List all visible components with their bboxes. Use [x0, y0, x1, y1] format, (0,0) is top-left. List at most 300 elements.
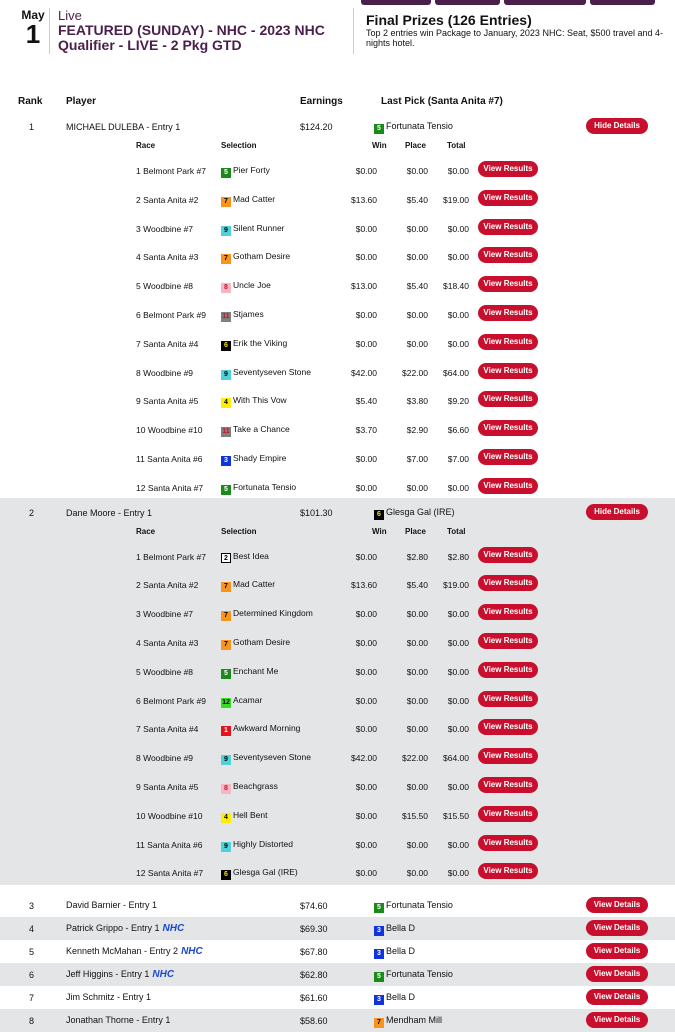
selection: [221, 194, 275, 207]
rank: 1: [29, 122, 35, 132]
place-amount: $0.00: [406, 482, 428, 493]
event-day: 1: [25, 19, 41, 49]
view-results-button[interactable]: View Results: [478, 633, 538, 649]
race-name: 6 Belmont Park #9: [136, 310, 206, 320]
selection-horse: Fortunata Tensio: [233, 481, 297, 492]
selection: [221, 695, 262, 708]
view-details-button[interactable]: View Details: [586, 943, 648, 959]
race-row: [0, 357, 675, 385]
race-name: 2 Santa Anita #2: [136, 194, 199, 205]
player-name: Jeff Higgins - Entry 1: [66, 969, 150, 979]
divider: [49, 8, 50, 54]
win-amount: $0.00: [355, 551, 377, 562]
view-details-button[interactable]: View Details: [586, 966, 648, 982]
selection-horse: Best Idea: [233, 550, 269, 561]
place-amount: $3.80: [406, 396, 428, 407]
total-amount: $2.80: [447, 551, 469, 562]
last-pick-horse: Fortunata Tensio: [386, 121, 453, 131]
race-name: 6 Belmont Park #9: [136, 695, 206, 706]
earnings: $67.80: [300, 947, 328, 957]
selection-horse: Silent Runner: [233, 222, 285, 233]
view-results-button[interactable]: View Results: [478, 835, 538, 851]
player: [66, 1015, 170, 1025]
player-row: [0, 963, 675, 986]
earnings: $74.60: [300, 901, 328, 911]
view-details-button[interactable]: View Details: [586, 897, 648, 913]
player-name: Jim Schmitz - Entry 1: [66, 992, 152, 1002]
post-number-badge: 5: [221, 669, 231, 679]
total-amount: $0.00: [447, 695, 469, 706]
view-results-button[interactable]: View Results: [478, 420, 538, 436]
last-pick: [374, 507, 455, 520]
view-results-button[interactable]: View Results: [478, 748, 538, 764]
rank: 2: [29, 507, 35, 518]
selection: [221, 309, 264, 322]
race-name: 7 Santa Anita #4: [136, 724, 199, 735]
post-number-badge: 9: [221, 370, 231, 380]
post-number-badge: 11: [222, 313, 230, 320]
post-number-badge: 4: [221, 813, 231, 823]
race-row: [0, 472, 675, 500]
selection-horse: Mad Catter: [233, 579, 276, 590]
last-pick: [374, 969, 453, 982]
win-amount: $13.00: [351, 281, 377, 292]
race-name: 5 Woodbine #8: [136, 281, 194, 292]
post-number-badge: 6: [221, 870, 231, 880]
race-row: [0, 800, 675, 828]
view-results-button[interactable]: View Results: [478, 719, 538, 735]
total-amount: $9.20: [447, 396, 469, 407]
total-amount: $19.00: [443, 194, 469, 205]
selection-horse: Stjames: [233, 309, 264, 319]
tab-1[interactable]: [361, 0, 431, 5]
race-name: 7 Santa Anita #4: [136, 338, 199, 349]
tab-2[interactable]: [435, 0, 500, 5]
view-results-button[interactable]: View Results: [478, 363, 538, 379]
selection: [221, 165, 270, 178]
hide-details-button[interactable]: Hide Details: [586, 118, 648, 134]
selection: [221, 579, 275, 592]
col-last-pick: Last Pick (Santa Anita #7): [381, 96, 503, 107]
race-row: [0, 829, 675, 857]
post-number-badge: 6: [374, 510, 384, 520]
total-amount: $0.00: [447, 310, 469, 320]
post-number-badge: 2: [221, 553, 231, 563]
selection: [221, 251, 290, 264]
selection-horse: Gotham Desire: [233, 251, 291, 262]
event-month: May: [21, 8, 45, 22]
selection: [221, 367, 311, 380]
selection: [221, 424, 290, 437]
post-number-badge: 3: [374, 995, 384, 1005]
total-amount: $19.00: [443, 580, 469, 591]
race-row: [0, 414, 675, 442]
place-amount: $0.00: [406, 782, 428, 792]
place-amount: $0.00: [406, 724, 428, 735]
last-pick: [374, 121, 453, 134]
selection: [221, 608, 313, 621]
race-row: [0, 742, 675, 770]
place-amount: $0.00: [406, 638, 428, 648]
place-amount: $22.00: [402, 753, 428, 764]
selection: [221, 637, 290, 650]
col-player: Player: [66, 96, 97, 107]
post-number-badge: 6: [221, 341, 231, 351]
event-status: Live: [58, 8, 82, 23]
rank: 8: [29, 1016, 35, 1026]
total-amount: $0.00: [447, 252, 469, 263]
place-amount: $2.80: [406, 551, 428, 562]
last-pick-horse: Bella D: [386, 992, 416, 1002]
race-row: [0, 598, 675, 626]
place-amount: $0.00: [406, 609, 428, 620]
event-header: [0, 6, 675, 66]
race-row: [0, 656, 675, 684]
post-number-badge: 9: [221, 226, 231, 236]
total-amount: $6.60: [447, 425, 469, 436]
player: [66, 992, 151, 1002]
win-amount: $0.00: [355, 223, 377, 234]
race-row: [0, 443, 675, 471]
view-results-button[interactable]: View Results: [478, 334, 538, 350]
selection-horse: Seventyseven Stone: [233, 366, 311, 377]
selection-horse: Seventyseven Stone: [233, 752, 311, 763]
selection-horse: Awkward Morning: [233, 723, 301, 734]
race-row: [0, 155, 675, 183]
race-name: 9 Santa Anita #5: [136, 396, 199, 407]
win-amount: $42.00: [351, 753, 377, 764]
win-amount: $0.00: [355, 868, 377, 879]
race-name: 3 Woodbine #7: [136, 609, 194, 620]
view-results-button[interactable]: View Results: [478, 691, 538, 707]
total-amount: $0.00: [447, 482, 469, 493]
selection-horse: Beachgrass: [233, 781, 278, 791]
selection-horse: Enchant Me: [233, 665, 279, 676]
view-results-button[interactable]: View Results: [478, 276, 538, 292]
place-amount: $2.90: [406, 425, 428, 436]
col-selection: Selection: [221, 141, 257, 150]
total-amount: $0.00: [447, 724, 469, 735]
post-number-badge: 8: [221, 283, 231, 293]
view-details-button[interactable]: View Details: [586, 1012, 648, 1028]
selection: [221, 280, 271, 293]
col-race: Race: [136, 141, 156, 150]
place-amount: $0.00: [406, 338, 428, 349]
race-name: 4 Santa Anita #3: [136, 252, 199, 263]
race-name: 10 Woodbine #10: [136, 425, 203, 436]
race-subheader: [0, 527, 675, 541]
total-amount: $64.00: [443, 367, 469, 378]
place-amount: $0.00: [406, 252, 428, 263]
selection-horse: Uncle Joe: [233, 280, 271, 291]
post-number-badge: 5: [374, 903, 384, 913]
place-amount: $0.00: [406, 839, 428, 850]
divider: [353, 8, 354, 54]
col-race: Race: [136, 526, 156, 536]
win-amount: $0.00: [355, 839, 377, 850]
post-number-badge: 8: [221, 784, 231, 794]
win-amount: $0.00: [355, 695, 377, 706]
post-number-badge: 1: [221, 726, 231, 736]
earnings: $62.80: [300, 970, 328, 980]
player-row: [0, 894, 675, 917]
view-results-button[interactable]: View Results: [478, 547, 538, 563]
place-amount: $22.00: [402, 367, 428, 378]
race-row: [0, 328, 675, 356]
win-amount: $0.00: [355, 609, 377, 620]
selection-horse: With This Vow: [233, 395, 287, 406]
nhc-badge: NHC: [181, 946, 203, 957]
total-amount: $0.00: [447, 166, 469, 176]
player: [66, 923, 184, 934]
post-number-badge: 7: [221, 582, 231, 592]
win-amount: $0.00: [355, 482, 377, 493]
race-row: [0, 771, 675, 799]
race-name: 8 Woodbine #9: [136, 753, 194, 764]
place-amount: $5.40: [406, 281, 428, 292]
player-name: Dane Moore - Entry 1: [66, 507, 153, 518]
view-results-button[interactable]: View Results: [478, 391, 538, 407]
place-amount: $15.50: [402, 810, 428, 821]
last-pick-horse: Fortunata Tensio: [386, 969, 453, 979]
post-number-badge: 7: [221, 254, 231, 264]
post-number-badge: 12: [222, 698, 230, 706]
total-amount: $0.00: [447, 782, 469, 792]
last-pick: [374, 923, 415, 936]
earnings: $61.60: [300, 993, 328, 1003]
selection-horse: Highly Distorted: [233, 838, 293, 849]
col-rank: Rank: [18, 96, 43, 107]
race-row: [0, 857, 675, 885]
view-results-button[interactable]: View Results: [478, 305, 538, 321]
race-name: 12 Santa Anita #7: [136, 868, 204, 879]
post-number-badge: 3: [221, 456, 231, 466]
total-amount: $0.00: [447, 638, 469, 648]
prizes-info: [366, 12, 666, 48]
view-results-button[interactable]: View Results: [478, 449, 538, 465]
selection: [221, 666, 278, 679]
race-name: 11 Santa Anita #6: [136, 454, 203, 464]
win-amount: $0.00: [355, 310, 377, 320]
selection: [221, 752, 311, 765]
selection: [221, 551, 269, 563]
last-pick-horse: Glesga Gal (IRE): [386, 506, 455, 517]
col-place: Place: [405, 141, 426, 150]
race-name: 9 Santa Anita #5: [136, 782, 199, 792]
post-number-badge: 4: [221, 398, 231, 408]
race-row: [0, 627, 675, 655]
selection: [221, 723, 300, 736]
place-amount: $0.00: [406, 695, 428, 706]
race-name: 1 Belmont Park #7: [136, 166, 206, 176]
view-results-button[interactable]: View Results: [478, 777, 538, 793]
total-amount: $0.00: [447, 666, 469, 677]
place-amount: $0.00: [406, 868, 428, 879]
post-number-badge: 3: [374, 926, 384, 936]
place-amount: $7.00: [406, 454, 428, 464]
win-amount: $0.00: [355, 638, 377, 648]
event-title: FEATURED (SUNDAY) - NHC - 2023 NHC Qualifier - LIVE - 2 Pkg GTD: [58, 22, 325, 53]
event-date: [18, 8, 48, 49]
view-results-button[interactable]: View Results: [478, 575, 538, 591]
win-amount: $5.40: [355, 396, 377, 407]
col-earnings: Earnings: [300, 96, 343, 107]
selection: [221, 839, 293, 852]
view-results-button[interactable]: View Results: [478, 806, 538, 822]
tab-4[interactable]: [590, 0, 655, 5]
selection-horse: Erik the Viking: [233, 337, 288, 348]
post-number-badge: 7: [221, 197, 231, 207]
post-number-badge: 5: [221, 168, 231, 178]
view-results-button[interactable]: View Results: [478, 247, 538, 263]
view-details-button[interactable]: View Details: [586, 920, 648, 936]
rank: 4: [29, 924, 35, 934]
post-number-badge: 7: [374, 1018, 384, 1028]
win-amount: $13.60: [351, 580, 377, 591]
race-row: [0, 385, 675, 413]
view-results-button[interactable]: View Results: [478, 161, 538, 177]
player-name: Kenneth McMahan - Entry 2: [66, 946, 179, 956]
selection-horse: Take a Chance: [233, 424, 290, 435]
total-amount: $0.00: [447, 868, 469, 879]
win-amount: $13.60: [351, 194, 377, 205]
view-results-button[interactable]: View Results: [478, 604, 538, 620]
race-name: 3 Woodbine #7: [136, 223, 194, 234]
race-name: 1 Belmont Park #7: [136, 551, 206, 562]
selection-horse: Mad Catter: [233, 193, 276, 204]
place-amount: $5.40: [406, 580, 428, 591]
race-row: [0, 241, 675, 269]
win-amount: $0.00: [355, 782, 377, 792]
top-tab-bar: [361, 0, 655, 5]
selection: [221, 395, 287, 408]
total-amount: $7.00: [447, 454, 469, 464]
post-number-badge: 5: [221, 485, 231, 495]
col-place: Place: [405, 526, 426, 536]
rank: 5: [29, 947, 35, 957]
selection: [221, 482, 296, 495]
win-amount: $0.00: [355, 810, 377, 821]
prizes-text: Top 2 entries win Package to January, 2023 NHC: Seat, $500 travel and 4-nights hotel.: [366, 28, 664, 48]
player-row: [0, 940, 675, 963]
total-amount: $0.00: [447, 338, 469, 349]
race-row: [0, 213, 675, 241]
player-row: [0, 1009, 675, 1032]
race-row: [0, 541, 675, 569]
race-name: 10 Woodbine #10: [136, 810, 203, 821]
selection: [221, 810, 268, 823]
race-row: [0, 184, 675, 212]
col-total: Total: [447, 526, 466, 536]
view-results-button[interactable]: View Results: [478, 662, 538, 678]
player-row: [0, 503, 675, 521]
race-row: [0, 713, 675, 741]
post-number-badge: 7: [221, 611, 231, 621]
player-name: Jonathan Thorne - Entry 1: [66, 1015, 171, 1025]
tab-3[interactable]: [504, 0, 586, 5]
win-amount: $42.00: [351, 367, 377, 378]
total-amount: $0.00: [447, 223, 469, 234]
last-pick-horse: Bella D: [386, 946, 416, 956]
place-amount: $0.00: [406, 310, 428, 320]
race-row: [0, 569, 675, 597]
win-amount: $0.00: [355, 338, 377, 349]
selection-horse: Glesga Gal (IRE): [233, 867, 298, 878]
player: [66, 946, 203, 957]
player: [66, 969, 174, 980]
win-amount: $0.00: [355, 724, 377, 735]
win-amount: $0.00: [355, 252, 377, 263]
col-total: Total: [447, 141, 466, 150]
selection-horse: Gotham Desire: [233, 637, 291, 647]
race-name: 4 Santa Anita #3: [136, 638, 199, 648]
selection: [221, 338, 287, 351]
col-win: Win: [372, 141, 387, 150]
place-amount: $0.00: [406, 223, 428, 234]
last-pick: [374, 992, 415, 1005]
hide-details-button[interactable]: Hide Details: [586, 504, 648, 520]
earnings: $101.30: [300, 507, 333, 518]
place-amount: $5.40: [406, 194, 428, 205]
post-number-badge: 9: [221, 842, 231, 852]
nhc-badge: NHC: [162, 923, 185, 934]
last-pick-horse: Bella D: [386, 923, 416, 933]
view-details-button[interactable]: View Details: [586, 989, 648, 1005]
earnings: $58.60: [300, 1016, 328, 1026]
nhc-badge: NHC: [152, 969, 175, 980]
post-number-badge: 3: [374, 949, 384, 959]
view-results-button[interactable]: View Results: [478, 219, 538, 235]
post-number-badge: 9: [221, 755, 231, 765]
player-name: MICHAEL DULEBA - Entry 1: [66, 122, 181, 132]
race-row: [0, 270, 675, 298]
selection: [221, 781, 278, 794]
race-name: 12 Santa Anita #7: [136, 482, 204, 493]
win-amount: $3.70: [355, 425, 377, 436]
prizes-title: Final Prizes (126 Entries): [366, 12, 532, 28]
view-results-button[interactable]: View Results: [478, 190, 538, 206]
player-row: [0, 917, 675, 940]
race-name: 11 Santa Anita #6: [136, 839, 203, 850]
leaderboard-header: [0, 96, 675, 110]
selection-horse: Shady Empire: [233, 453, 287, 463]
col-selection: Selection: [221, 526, 257, 536]
race-name: 5 Woodbine #8: [136, 666, 194, 677]
total-amount: $64.00: [443, 753, 469, 764]
total-amount: $18.40: [443, 281, 469, 292]
last-pick: [374, 946, 415, 959]
race-name: 2 Santa Anita #2: [136, 580, 199, 591]
total-amount: $0.00: [447, 609, 469, 620]
selection-horse: Pier Forty: [233, 165, 270, 175]
post-number-badge: 7: [221, 640, 231, 650]
event-info: [58, 8, 348, 53]
rank: 3: [29, 901, 35, 911]
last-pick-horse: Fortunata Tensio: [386, 900, 453, 910]
selection-horse: Hell Bent: [233, 809, 268, 820]
view-results-button[interactable]: View Results: [478, 863, 538, 879]
view-results-button[interactable]: View Results: [478, 478, 538, 494]
last-pick: [374, 1015, 442, 1028]
player-row: [0, 986, 675, 1009]
last-pick-horse: Mendham Mill: [386, 1015, 443, 1025]
total-amount: $0.00: [447, 839, 469, 850]
win-amount: $0.00: [355, 454, 377, 464]
win-amount: $0.00: [355, 166, 377, 176]
place-amount: $0.00: [406, 666, 428, 677]
post-number-badge: 5: [374, 972, 384, 982]
player-name: Patrick Grippo - Entry 1: [66, 923, 160, 933]
